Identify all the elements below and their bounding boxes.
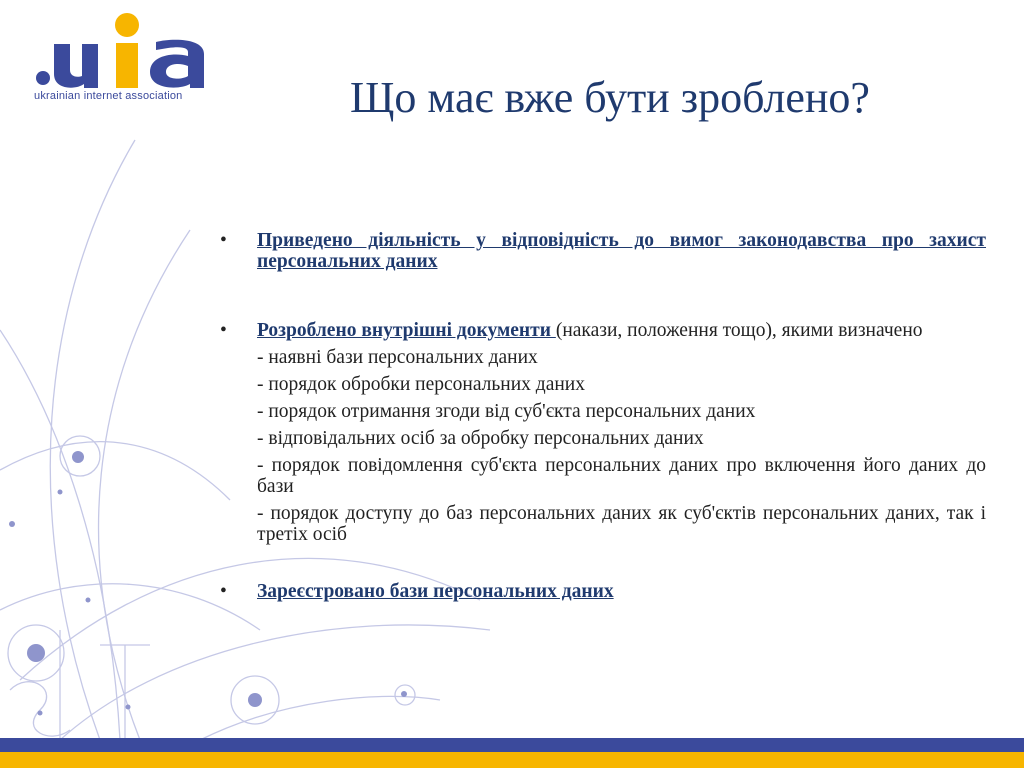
logo-caption: ukrainian internet association: [34, 90, 183, 102]
bullet-list: [220, 230, 986, 602]
sub-item: - порядок доступу до баз персональних даних як суб'єктів персональних даних, так і третіх осіб: [257, 503, 986, 545]
bullet-marker: •: [220, 230, 227, 251]
bullet-marker: •: [220, 320, 227, 341]
bullet-lead: Розроблено внутрішні документи: [257, 320, 556, 341]
bullet-item: [220, 230, 986, 272]
logo: [32, 10, 232, 106]
sub-item: - порядок повідомлення суб'єкта персональних даних про включення його даних до бази: [257, 455, 986, 497]
bullet-item: [220, 581, 986, 602]
bullet-marker: •: [220, 581, 227, 602]
sub-item: - відповідальних осіб за обробку персональних даних: [257, 428, 704, 449]
bullet-lead: Зареєстровано бази персональних даних: [257, 581, 614, 602]
bullet-lead: Приведено діяльність у відповідність до вимог законодавства про захист персональних даних: [257, 230, 986, 272]
footer-stripe-blue: [0, 738, 1024, 752]
sub-item: - наявні бази персональних даних: [257, 347, 538, 368]
sub-item: - порядок обробки персональних даних: [257, 374, 585, 395]
uia-logo-mark: [32, 10, 232, 90]
footer-stripe-yellow: [0, 752, 1024, 768]
bullet-item: [220, 320, 986, 341]
bullet-rest: (накази, положення тощо), якими визначено: [555, 320, 923, 341]
page-title: Що має вже бути зроблено?: [350, 73, 870, 122]
sub-item: - порядок отримання згоди від суб'єкта персональних даних: [257, 401, 756, 422]
